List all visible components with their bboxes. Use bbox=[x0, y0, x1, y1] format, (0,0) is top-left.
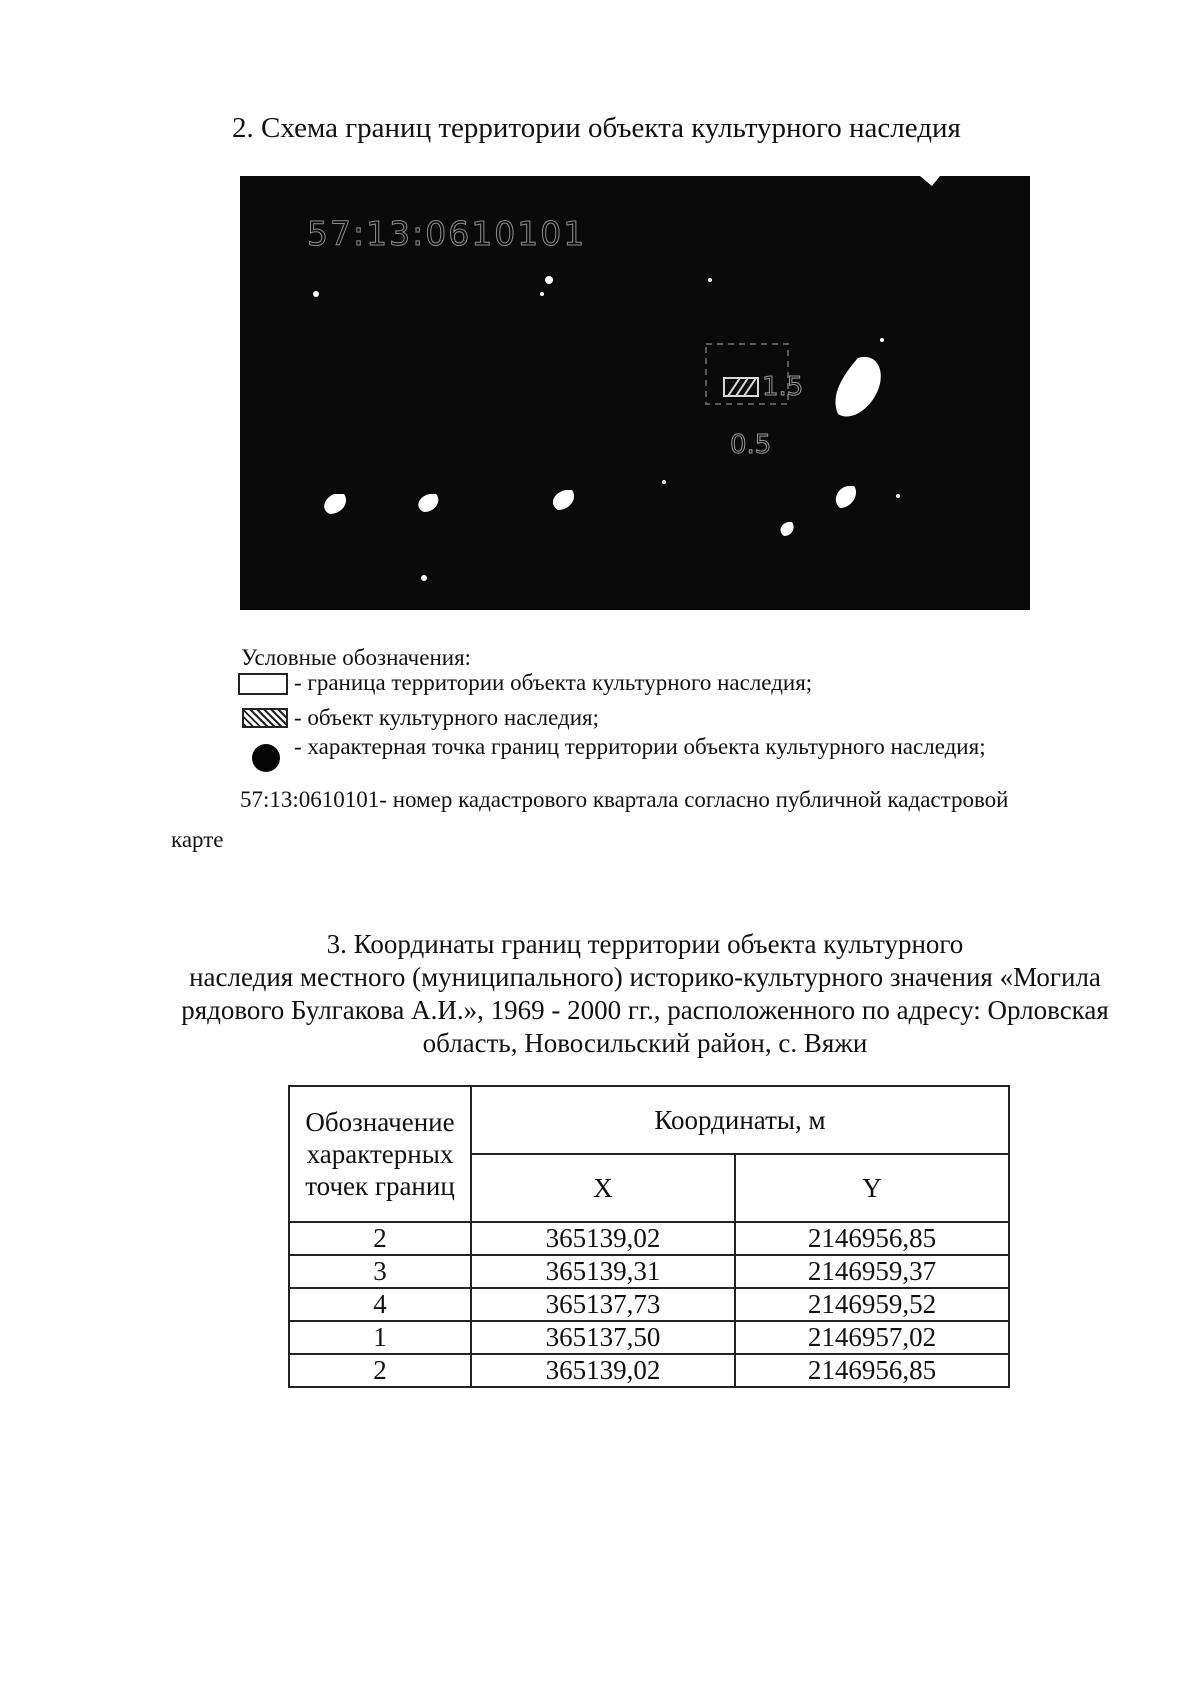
table-row bbox=[289, 1354, 1009, 1387]
cell-x: 365137,73 bbox=[471, 1288, 735, 1321]
characteristic-point-icon bbox=[252, 744, 280, 772]
cell-y: 2146956,85 bbox=[735, 1354, 1009, 1387]
cell-y: 2146959,37 bbox=[735, 1255, 1009, 1288]
hatched-object-icon bbox=[242, 708, 288, 728]
noise-dot bbox=[662, 480, 666, 484]
legend-item-text: - граница территории объекта культурного наследия; bbox=[294, 670, 813, 695]
noise-dot bbox=[708, 278, 712, 282]
map-point-label: 0.5 bbox=[730, 430, 772, 460]
cell-x: 365139,02 bbox=[471, 1222, 735, 1255]
legend-title: Условные обозначения: bbox=[241, 645, 472, 670]
boundary-scheme-map bbox=[240, 176, 1030, 610]
noise-dot bbox=[545, 276, 553, 284]
header-y: Y bbox=[735, 1154, 1009, 1222]
cell-y: 2146956,85 bbox=[735, 1222, 1009, 1255]
cell-point: 3 bbox=[289, 1255, 471, 1288]
quarter-note-continuation: карте bbox=[171, 827, 224, 852]
boundary-outline-icon bbox=[238, 673, 288, 695]
cell-y: 2146957,02 bbox=[735, 1321, 1009, 1354]
header-point: Обозначение характерных точек границ bbox=[289, 1086, 471, 1222]
map-point-label: 1.5 bbox=[762, 372, 804, 402]
coordinates-title-line: область, Новосильский район, с. Вяжи bbox=[422, 1028, 868, 1058]
quarter-note: 57:13:0610101- номер кадастрового квартала согласно публичной кадастровой bbox=[240, 787, 1009, 812]
cell-x: 365137,50 bbox=[471, 1321, 735, 1354]
table-row bbox=[289, 1321, 1009, 1354]
table-row bbox=[289, 1288, 1009, 1321]
cell-point: 2 bbox=[289, 1222, 471, 1255]
cell-y: 2146959,52 bbox=[735, 1288, 1009, 1321]
coordinates-table bbox=[288, 1085, 1010, 1388]
header-coordinates: Координаты, м bbox=[471, 1086, 1009, 1154]
cadastral-quarter-label: 57:13:0610101 bbox=[307, 214, 587, 253]
table-row bbox=[289, 1222, 1009, 1255]
noise-dot bbox=[896, 494, 900, 498]
scheme-title: 2. Схема границ территории объекта культурного наследия bbox=[232, 112, 961, 144]
legend-item-text: - объект культурного наследия; bbox=[294, 705, 599, 730]
coordinates-title bbox=[170, 928, 1120, 1060]
cell-point: 2 bbox=[289, 1354, 471, 1387]
coordinates-title-line: 3. Координаты границ территории объекта культурного bbox=[326, 929, 964, 959]
coordinates-title-line: рядового Булгакова А.И.», 1969 - 2000 гг., расположенного по адресу: Орловская bbox=[181, 995, 1109, 1025]
table-row bbox=[289, 1255, 1009, 1288]
noise-dot bbox=[313, 291, 319, 297]
cell-x: 365139,02 bbox=[471, 1354, 735, 1387]
cell-x: 365139,31 bbox=[471, 1255, 735, 1288]
noise-dot bbox=[540, 292, 544, 296]
header-x: X bbox=[471, 1154, 735, 1222]
legend-item-text: - характерная точка границ территории объекта культурного наследия; bbox=[294, 734, 986, 759]
noise-dot bbox=[880, 338, 884, 342]
coordinates-title-line: наследия местного (муниципального) историко-культурного значения «Могила bbox=[189, 962, 1101, 992]
cell-point: 1 bbox=[289, 1321, 471, 1354]
cell-point: 4 bbox=[289, 1288, 471, 1321]
noise-dot bbox=[421, 575, 427, 581]
